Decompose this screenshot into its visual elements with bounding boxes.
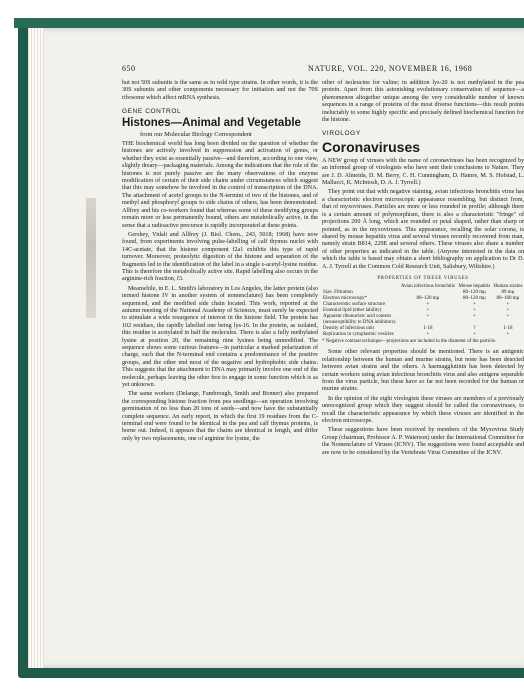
table-cell: 80–160 mμ xyxy=(496,296,520,302)
right-column xyxy=(322,80,524,459)
table-cell: 80–120 mμ xyxy=(462,290,486,296)
table-cell: Electron microscopy* xyxy=(323,296,368,302)
body-paragraph: The same workers (Delange, Fambrough, Smith and Bonner) also prepared the corresponding histone fraction from pea seedlings—an operation involving germination of no less than 20 tons of seeds—and now have the substantially complete sequence. An early report, in which the first 19 residues from the C-terminal end were found to be identical in the pea and calf thymus proteins, is borne out. Indeed, it appears that the chains are identical in length, and differ only by two replacements, one of arginine for lysine, the xyxy=(122,391,318,442)
table-header-cell: Human strains xyxy=(493,284,523,290)
table-cell: + xyxy=(472,332,476,338)
section-kicker: GENE CONTROL xyxy=(122,108,182,116)
body-paragraph: These suggestions have been received by members of the Myxovirus Study Group (chairman, Professor A. P. Waterson) under the International Committee for the Nomenclature of Viruses (ICNV). The suggestions were found acceptable and are now to be considered by the Vertebrate Virus Committee of the ICNV. xyxy=(322,427,524,456)
article-headline: Histones—Animal and Vegetable xyxy=(122,116,301,129)
binding-shadow xyxy=(86,198,96,318)
table-cell: Apparent ribonucleic acid content xyxy=(323,314,391,320)
table-cell: + xyxy=(472,314,476,320)
table-cell: Characteristic surface structure xyxy=(323,302,386,308)
table-cell: + xyxy=(506,302,510,308)
table-header-cell: Mouse hepatitis xyxy=(458,284,491,290)
table-cell: 1·18 xyxy=(423,326,433,332)
table-cell: Replication in cytoplasmic vesicles xyxy=(323,332,394,338)
table-cell: + xyxy=(426,332,430,338)
table-cell: Size. Filtration xyxy=(323,290,353,296)
running-head: NATURE, VOL. 220, NOVEMBER 16, 1968 xyxy=(308,64,473,73)
table-cell: + xyxy=(426,314,430,320)
table-cell: + xyxy=(506,314,510,320)
table-cell: + xyxy=(472,308,476,314)
body-paragraph: In the opinion of the eight virologists these viruses are members of a previously unrecognized group which they suggest should be called the coronaviruses, to recall the characteristic appearance by which these viruses are identified in the electron microscope. xyxy=(322,395,524,424)
table-cell: + xyxy=(426,308,430,314)
table-cell: ? xyxy=(473,326,476,332)
table-cell: 80–120 mμ xyxy=(462,296,486,302)
article-headline: Coronaviruses xyxy=(322,138,421,155)
body-paragraph: They point out that with negative staining, avian infectious bronchitis virus has a characteristic electron microscopic appearance resembling, but distinct from, that of myxoviruses. Particles are more or less rounded in profile; although there is a certain amount of polymorphism, there is also a characteristic "fringe" of projections 200 Å long, which are rounded or petal shaped, rather than sharp or pointed, as in the myxoviruses. This appearance, recalling the solar corona, is shared by mouse hepatitis virus and several viruses recently recovered from man, namely strain B814, 229E and several others. These viruses also share a number of other properties as indicated in the table. (Anyone interested in the data on which the table is based may obtain a short bibliography on application to Dr D. A. J. Tyrrell at the Common Cold Research Unit, Salisbury, Wiltshire.) xyxy=(322,189,524,270)
body-paragraph: THE biochemical world has long been divided on the question of whether the histones are actively involved in suppression and activation of genes, or whether they exist as essentially passive—and therefore, according to one view, slightly dreary—packaging materials. Among the indications that the role of the histones is not purely passive are the many observations of the enzyme modification of certain of their side chains under circumstances which suggest that this may somehow be involved in the control of transcription of the DNA. The attachment of acetyl groups to the N-termini of two of the histones, and of methyl and phosphoryl groups to side chains of others, has been demonstrated. Allfrey and his co-workers found that whereas some of these modifying groups remain more or less permanently bound, others are metabolically active, in the sense that a radioactive precursor is rapidly incorporated at these points. xyxy=(122,141,318,229)
table-cell: + xyxy=(506,332,510,338)
body-paragraph: Some other relevant properties should be mentioned. There is an antigenic relationship between the human and murine strains, but none has been detected between avian strains and the others. A haemagglutinin has been detected by certain workers using avian infectious bronchitis virus and also antigens separable from the virus particle, but these have so far not been recorded for the human or murine strains. xyxy=(322,349,524,393)
table-header-cell: Avian infectious bronchitis xyxy=(400,284,455,290)
table-cell: 80–120 mμ xyxy=(416,296,440,302)
body-paragraph: Meanwhile, in E. L. Smith's laboratory in Los Angeles, the latter protein (also termed histone IV in another system of nomenclature) has been completely sequenced, and the modified side chain located. This work, reported at the autumn meeting of the National Academy of Sciences, must surely be expected to stimulate a wide resurgence of interest in the histone field. The protein has 102 residues, the rapidly labelled one being lys-16. In the protein, as isolated, this residue is acetylated in half the molecules. There is also a fully methylated lysine at position 20, the remaining nine lysines being unmodified. The sequence shows some curious features—in particular a marked polarization of charge, such that the N-terminal end contains a predominance of the positive groups, and the other end most of the negative and hydrophobic side chains. This suggests that the attachment to DNA may primarily involve one end of the molecule, perhaps leaving the other free to engage in some function which is as yet unknown. xyxy=(122,285,318,389)
body-paragraph: Gershey, Vidali and Allfrey (J. Biol. Chem., 243, 5018; 1968) have now found, from experiments involving pulse-labelling of calf thymus nuclei with 14C-acetate, that the histone component f2a1 exhibits this type of rapid turnover. Moreover, proteolytic digestion of the histone and separation of the fragments led to the identification of the label in a single ε-acetyl-lysine residue. This is therefore the metabolically active site. Rapid labelling also occurs in the arginine-rich fraction, f3. xyxy=(122,231,318,283)
table-cell: 1·18 xyxy=(503,326,513,332)
book-cover-edge xyxy=(14,18,524,28)
intro-paragraph: other of isoleucine for valine; in addition lys-20 is not methylated in the pea protein. Apart from this astonishing evolutionary conservation of sequence—a phenomenon altogether unique among the very considerable number of known sequences in a range of proteins of the most diverse functions—this result points ineluctably to some highly specific and precisely defined biochemical function for the histone. xyxy=(322,80,524,124)
page-number: 650 xyxy=(122,64,136,73)
article-byline: from our Molecular Biology Correspondent xyxy=(140,130,252,138)
table-cell: (unsusceptibility to DNA inhibitors) xyxy=(323,320,396,326)
body-paragraph: A NEW group of viruses with the name of coronaviruses has been recognized by an informal group of virologists who have sent their conclusions to Nature. They are J. D. Almeida, D. M. Berry, C. H. Cunningham, D. Hamre, M. S. Hofstad, L. Mallucci, K. McIntosh, D. A. J. Tyrrell.) xyxy=(322,157,524,187)
properties-table xyxy=(322,284,524,338)
table-footnote: * Negative contrast technique—projections are included in the diameter of the particle. xyxy=(322,339,497,345)
table-cell: + xyxy=(426,302,430,308)
table-cell: + xyxy=(472,302,476,308)
intro-paragraph: but not 50S subunits is the same as in wild type strains. In other words, it is the 30S subunits and other components necessary for initiation and not the 70S ribosome which affect mRNA synthesis. xyxy=(122,80,318,101)
table-cell: Density of infectious unit xyxy=(323,326,374,332)
table-cell: 89 mμ xyxy=(501,290,515,296)
section-kicker: VIROLOGY xyxy=(322,130,361,138)
table-cell: + xyxy=(506,308,510,314)
page-content xyxy=(122,64,524,664)
table-cell: Essential lipid (ether lability) xyxy=(323,308,382,314)
table-row xyxy=(322,332,524,338)
journal-page xyxy=(28,28,524,668)
left-column xyxy=(122,80,318,445)
page-stack-edge xyxy=(28,28,44,668)
table-title: PROPERTIES OF THESE VIRUSES xyxy=(377,275,469,281)
